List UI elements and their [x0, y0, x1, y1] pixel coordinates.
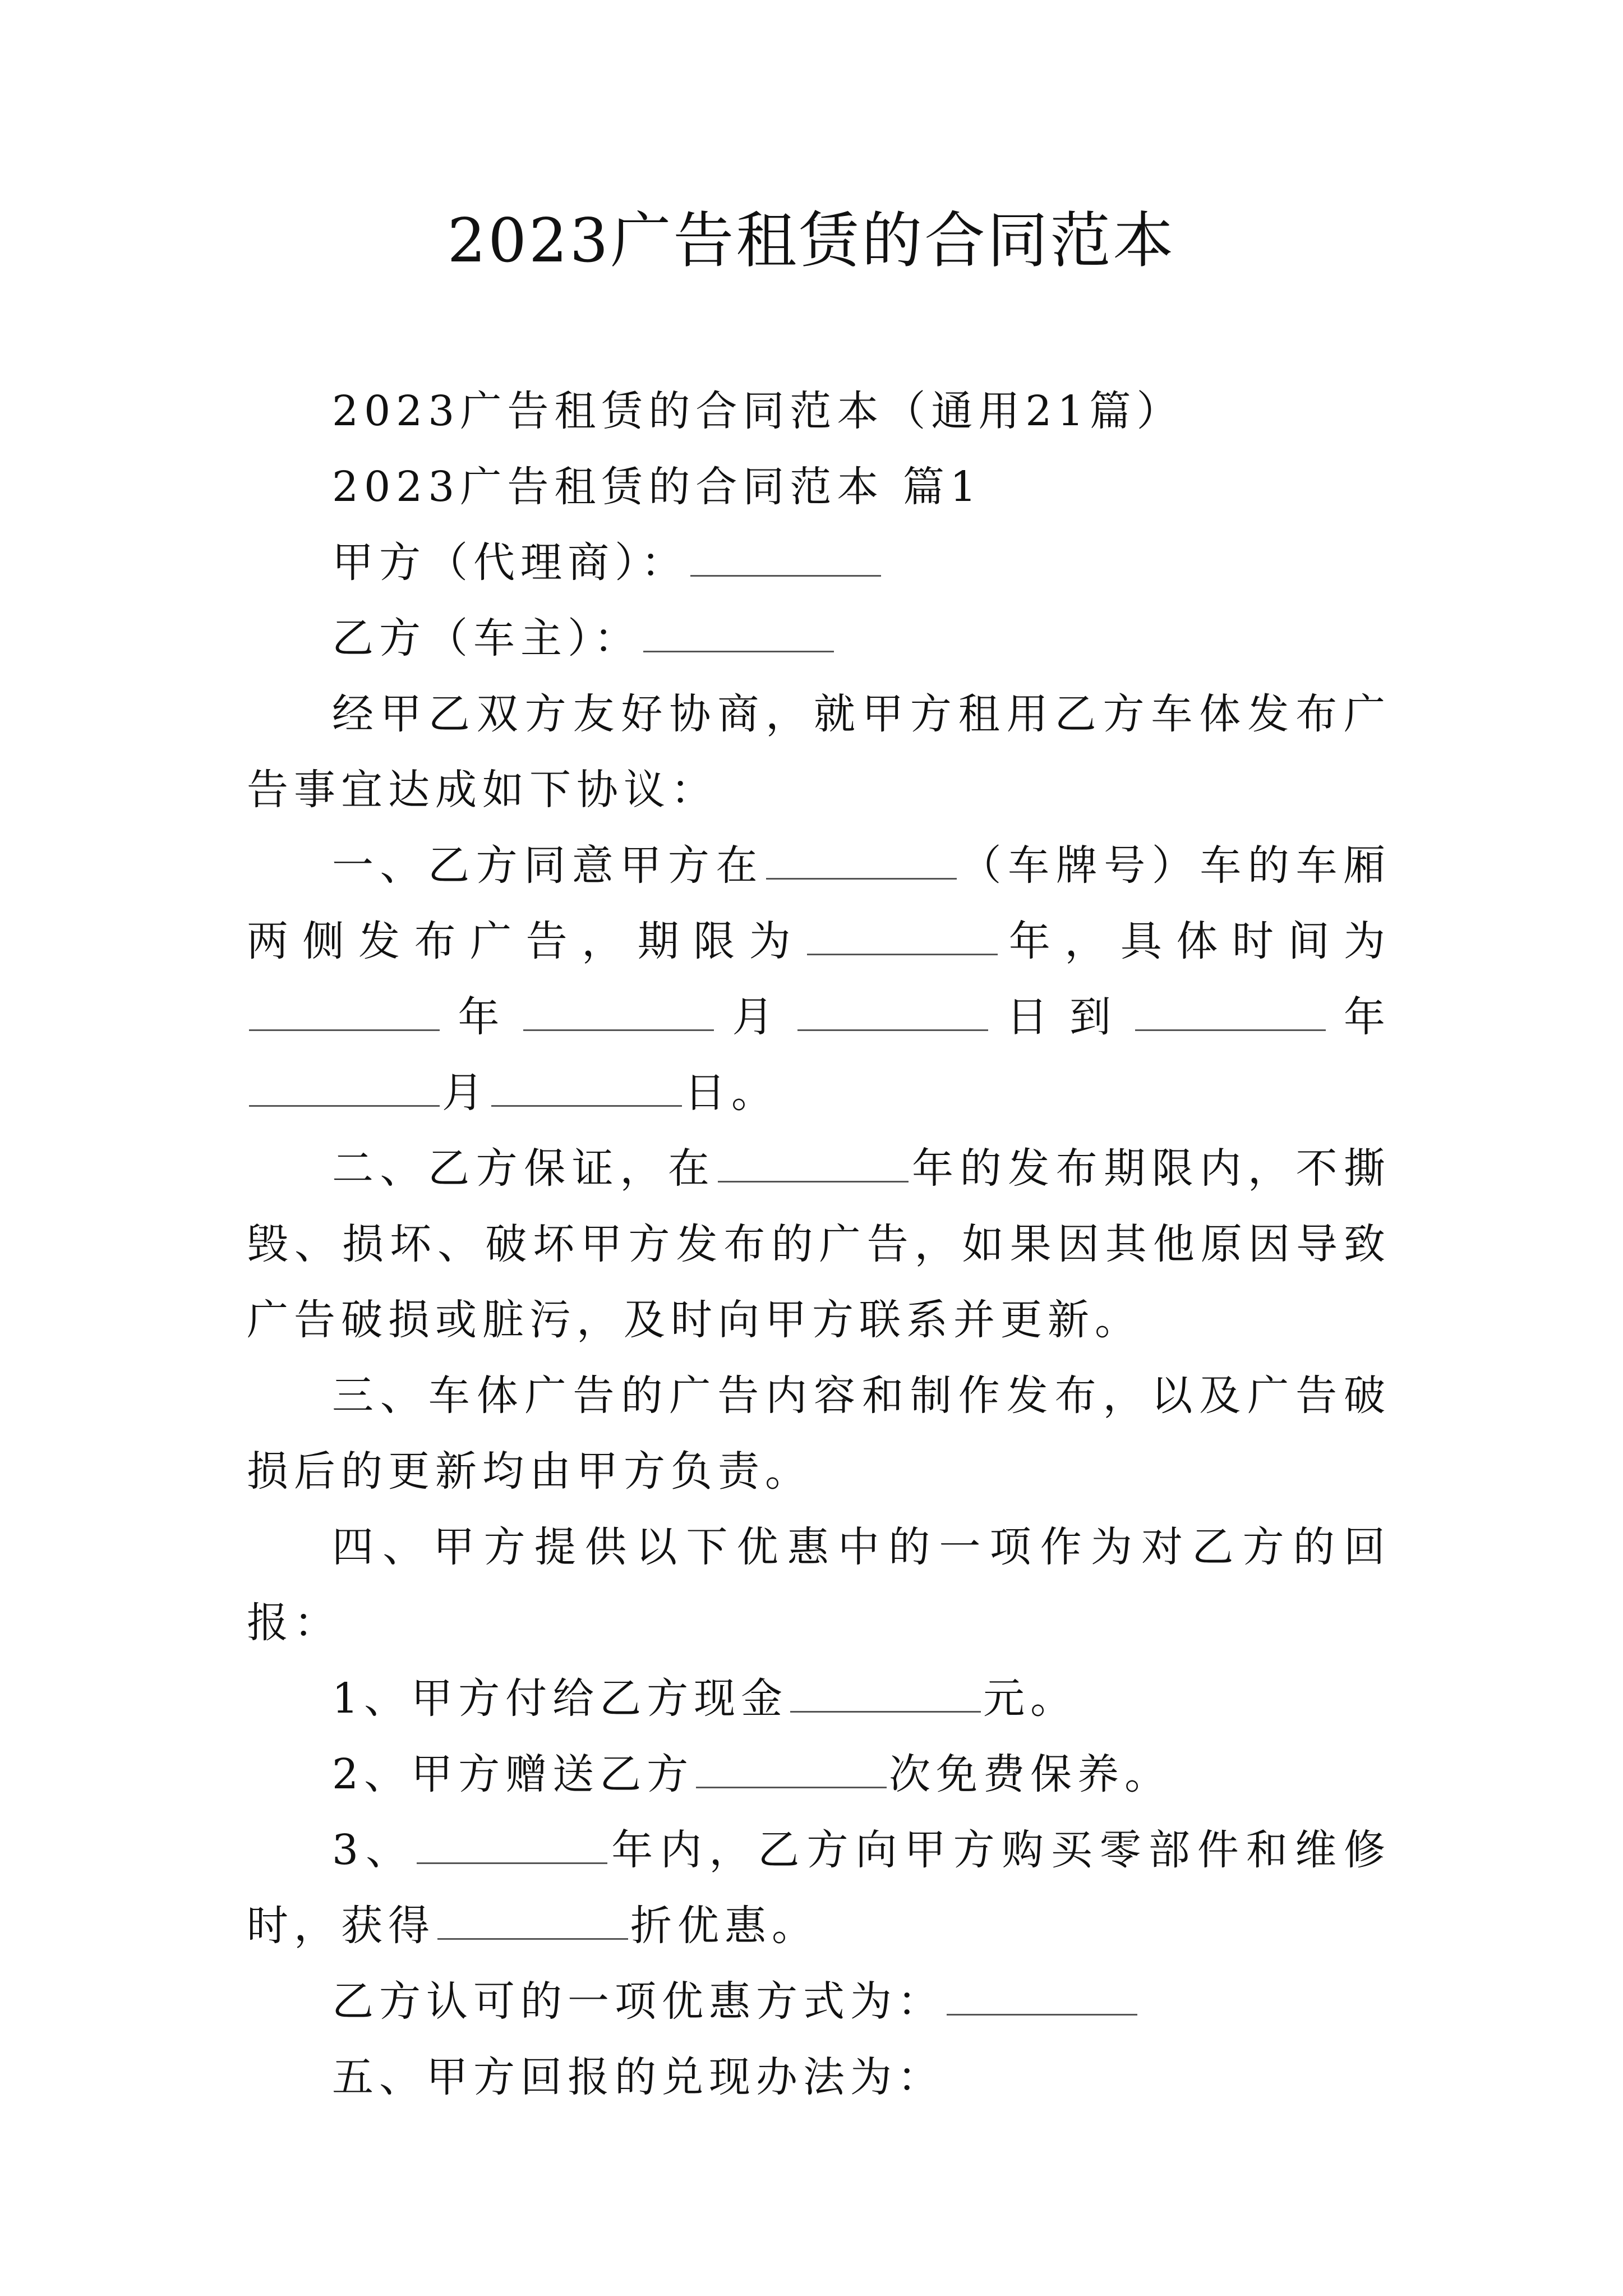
clause-2-text-1: 二、乙方保证，在 — [332, 1144, 716, 1193]
clause-1-text-4: 年 — [442, 993, 521, 1041]
option-1 — [247, 1661, 1391, 1737]
option-2 — [247, 1737, 1391, 1812]
option-3 — [247, 1812, 1391, 1964]
start-year-blank — [249, 990, 440, 1031]
option-2-text-1: 2、甲方赠送乙方 — [332, 1750, 694, 1798]
option-3-text-1: 3、 — [332, 1826, 415, 1874]
clause-1-text-7: 年 — [1327, 993, 1391, 1041]
option-1-text-2: 元。 — [983, 1674, 1078, 1723]
part-title — [247, 449, 1391, 525]
clause-1-text-5: 月 — [716, 993, 795, 1041]
preamble — [247, 677, 1391, 828]
collection-title — [247, 374, 1391, 449]
party-b-line — [247, 601, 1391, 677]
clause-3-text: 三、车体广告的广告内容和制作发布，以及广告破损后的更新均由甲方负责。 — [247, 1372, 1391, 1496]
discount-years-blank — [417, 1823, 607, 1864]
plate-number-blank — [766, 839, 957, 880]
start-month-blank — [523, 990, 714, 1031]
document-body — [247, 374, 1391, 2115]
cash-amount-blank — [790, 1672, 981, 1713]
discount-rate-blank — [437, 1899, 628, 1940]
service-count-blank — [696, 1747, 887, 1788]
option-choice — [247, 1964, 1391, 2040]
clause-1 — [247, 828, 1391, 1131]
clause-1-text-9: 日。 — [684, 1069, 778, 1117]
end-day-blank — [491, 1066, 682, 1107]
option-3-text-2: 年内，乙方向甲方购买零部件和维修时，获得 — [247, 1826, 1391, 1950]
clause-1-text-3: 年，具体时间为 — [1000, 917, 1391, 965]
party-a-line — [247, 525, 1391, 601]
option-3-text-3: 折优惠。 — [630, 1902, 819, 1950]
preamble-text: 经甲乙双方友好协商，就甲方租用乙方车体发布广告事宜达成如下协议： — [247, 690, 1391, 814]
party-b-blank — [643, 611, 834, 652]
end-month-blank — [249, 1066, 440, 1107]
clause-2-text-2: 年的发布期限内，不撕毁、损坏、破坏甲方发布的广告，如果因其他原因导致广告破损或脏污，及时向甲方联系并更新。 — [247, 1144, 1391, 1344]
part-title-text: 2023广告租赁的合同范本 篇1 — [332, 463, 982, 511]
clause-1-text-6: 日到 — [990, 993, 1133, 1041]
clause-3 — [247, 1358, 1391, 1510]
clause-5-text: 五、甲方回报的兑现办法为： — [332, 2053, 944, 2101]
clause-4-heading — [247, 1510, 1391, 1661]
guarantee-years-blank — [718, 1142, 909, 1182]
clause-5 — [247, 2040, 1391, 2115]
party-b-label: 乙方（车主）： — [332, 614, 641, 662]
collection-title-text: 2023广告租赁的合同范本（通用21篇） — [332, 387, 1184, 435]
clause-1-text-1: 一、乙方同意甲方在 — [332, 841, 764, 890]
clause-1-text-2: （车牌号）车的车厢两侧发布广告，期限为 — [247, 841, 1391, 965]
document-title: 2023广告租赁的合同范本 — [447, 206, 1176, 276]
clause-2 — [247, 1131, 1391, 1358]
option-2-text-2: 次免费保养。 — [889, 1750, 1172, 1798]
start-day-blank — [797, 990, 988, 1031]
party-a-blank — [690, 536, 881, 577]
term-years-blank — [807, 914, 998, 955]
option-choice-blank — [947, 1975, 1137, 2016]
option-1-text-1: 1、甲方付给乙方现金 — [332, 1674, 789, 1723]
end-year-blank — [1135, 990, 1326, 1031]
clause-4-heading-text: 四、甲方提供以下优惠中的一项作为对乙方的回报： — [247, 1523, 1391, 1647]
option-choice-label: 乙方认可的一项优惠方式为： — [332, 1977, 944, 2026]
clause-1-text-8: 月 — [442, 1069, 489, 1117]
party-a-label: 甲方（代理商）： — [332, 539, 688, 587]
